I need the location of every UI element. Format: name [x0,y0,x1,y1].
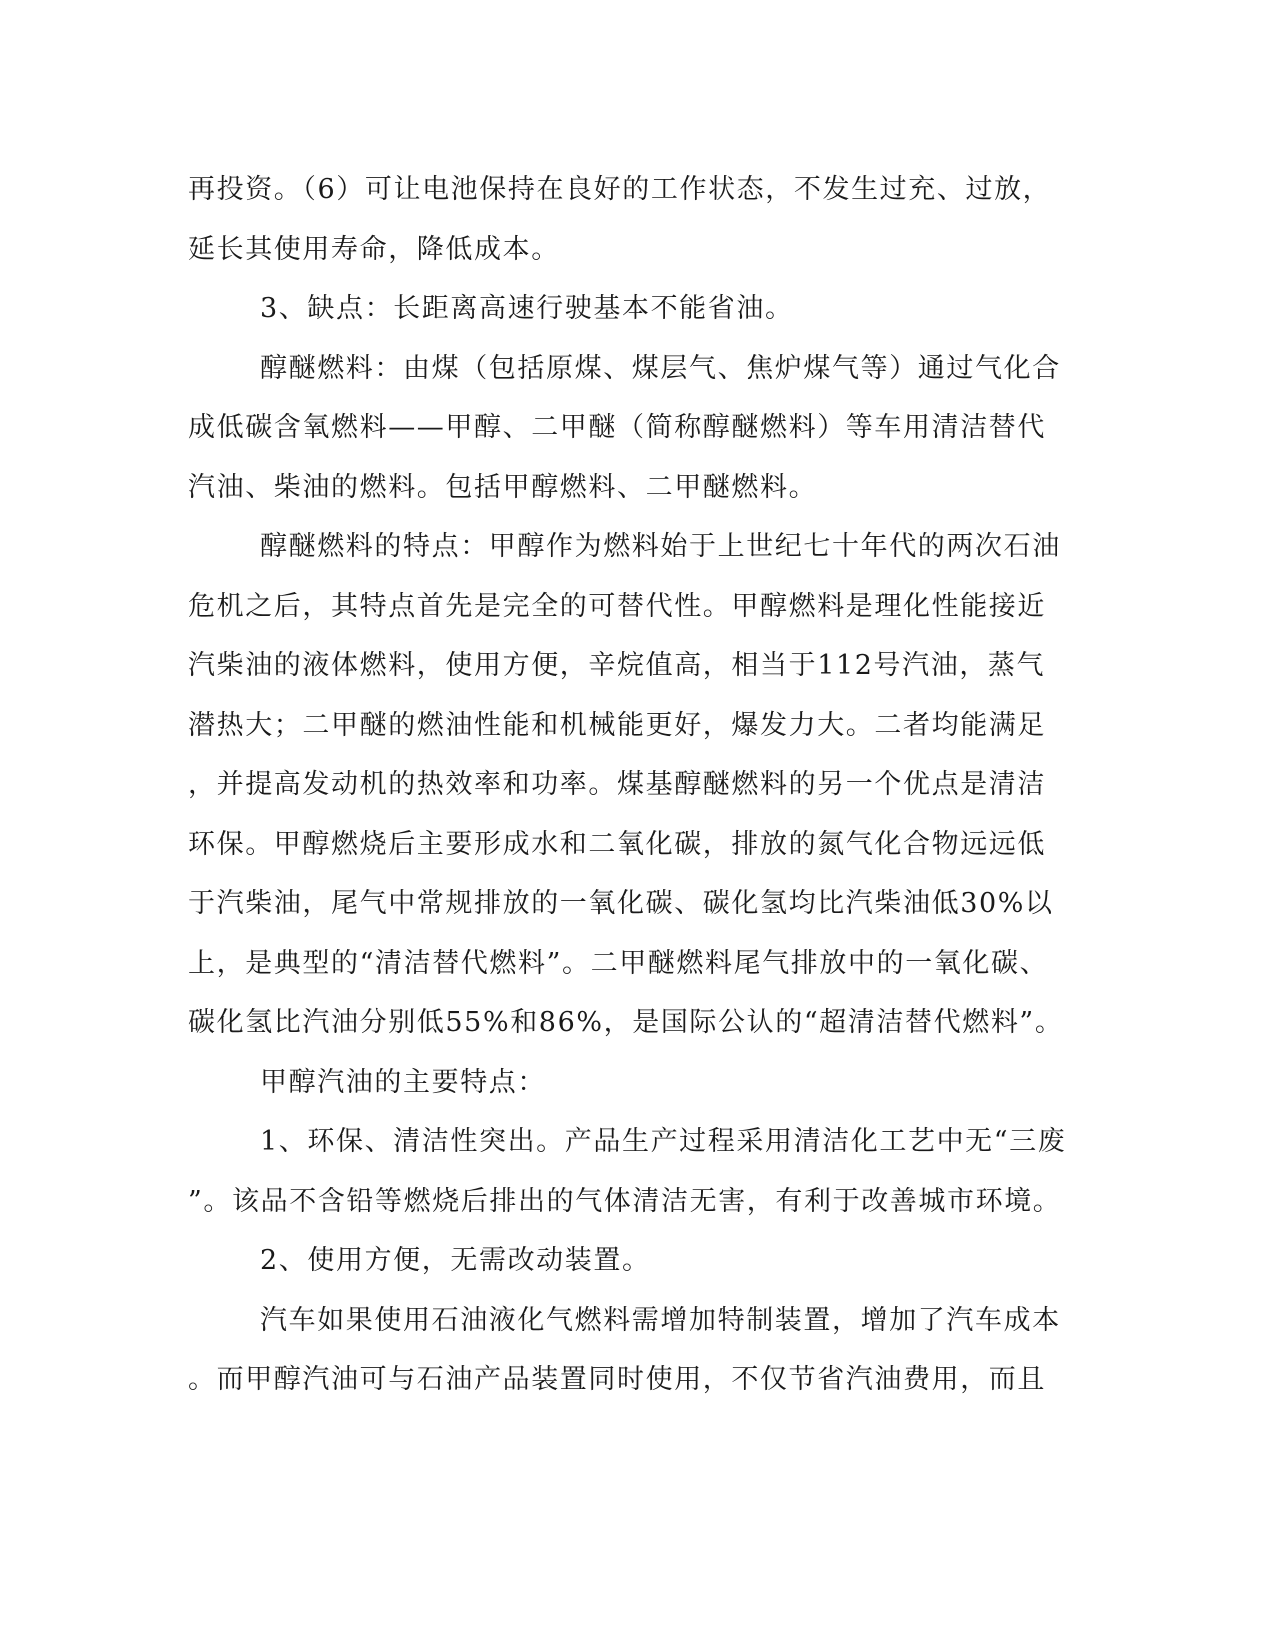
body-text [188,160,1068,1410]
text-line: ，并提高发动机的热效率和功率。煤基醇醚燃料的另一个优点是清洁 [188,769,1046,800]
text-line: 1、环保、清洁性突出。产品生产过程采用清洁化工艺中无“三废 [260,1126,1067,1157]
text-line: ”。该品不含铅等燃烧后排出的气体清洁无害，有利于改善城市环境。 [188,1185,1062,1217]
text-line: 醇醚燃料：由煤（包括原煤、煤层气、焦炉煤气等）通过气化合 [260,352,1061,384]
text-line: 。而甲醇汽油可与石油产品装置同时使用，不仅节省汽油费用，而且 [188,1364,1046,1395]
text-line: 汽车如果使用石油液化气燃料需增加特制装置，增加了汽车成本 [260,1304,1061,1336]
text-line: 于汽柴油，尾气中常规排放的一氧化碳、碳化氢均比汽柴油低30%以 [188,888,1054,919]
text-line: 再投资。（6）可让电池保持在良好的工作状态，不发生过充、过放， [188,174,1052,205]
text-line: 甲醇汽油的主要特点： [260,1066,546,1098]
text-line: 汽油、柴油的燃料。包括甲醇燃料、二甲醚燃料。 [188,471,818,503]
text-line: 2、使用方便，无需改动装置。 [260,1245,651,1276]
text-line: 上，是典型的“清洁替代燃料”。二甲醚燃料尾气排放中的一氧化碳、 [188,947,1049,979]
text-line: 延长其使用寿命，降低成本。 [188,233,560,265]
text-line: 碳化氢比汽油分别低55%和86%，是国际公认的“超清洁替代燃料”。 [188,1007,1064,1038]
text-line: 危机之后，其特点首先是完全的可替代性。甲醇燃料是理化性能接近 [188,590,1046,622]
text-line: 潜热大；二甲醚的燃油性能和机械能更好，爆发力大。二者均能满足 [188,709,1046,741]
text-line: 汽柴油的液体燃料，使用方便，辛烷值高，相当于112号汽油，蒸气 [188,650,1046,681]
text-line: 成低碳含氧燃料——甲醇、二甲醚（简称醇醚燃料）等车用清洁替代 [188,412,1046,443]
text-line: 环保。甲醇燃烧后主要形成水和二氧化碳，排放的氮气化合物远远低 [188,828,1046,860]
text-line: 3、缺点：长距离高速行驶基本不能省油。 [260,293,794,324]
text-line: 醇醚燃料的特点：甲醇作为燃料始于上世纪七十年代的两次石油 [260,531,1061,562]
